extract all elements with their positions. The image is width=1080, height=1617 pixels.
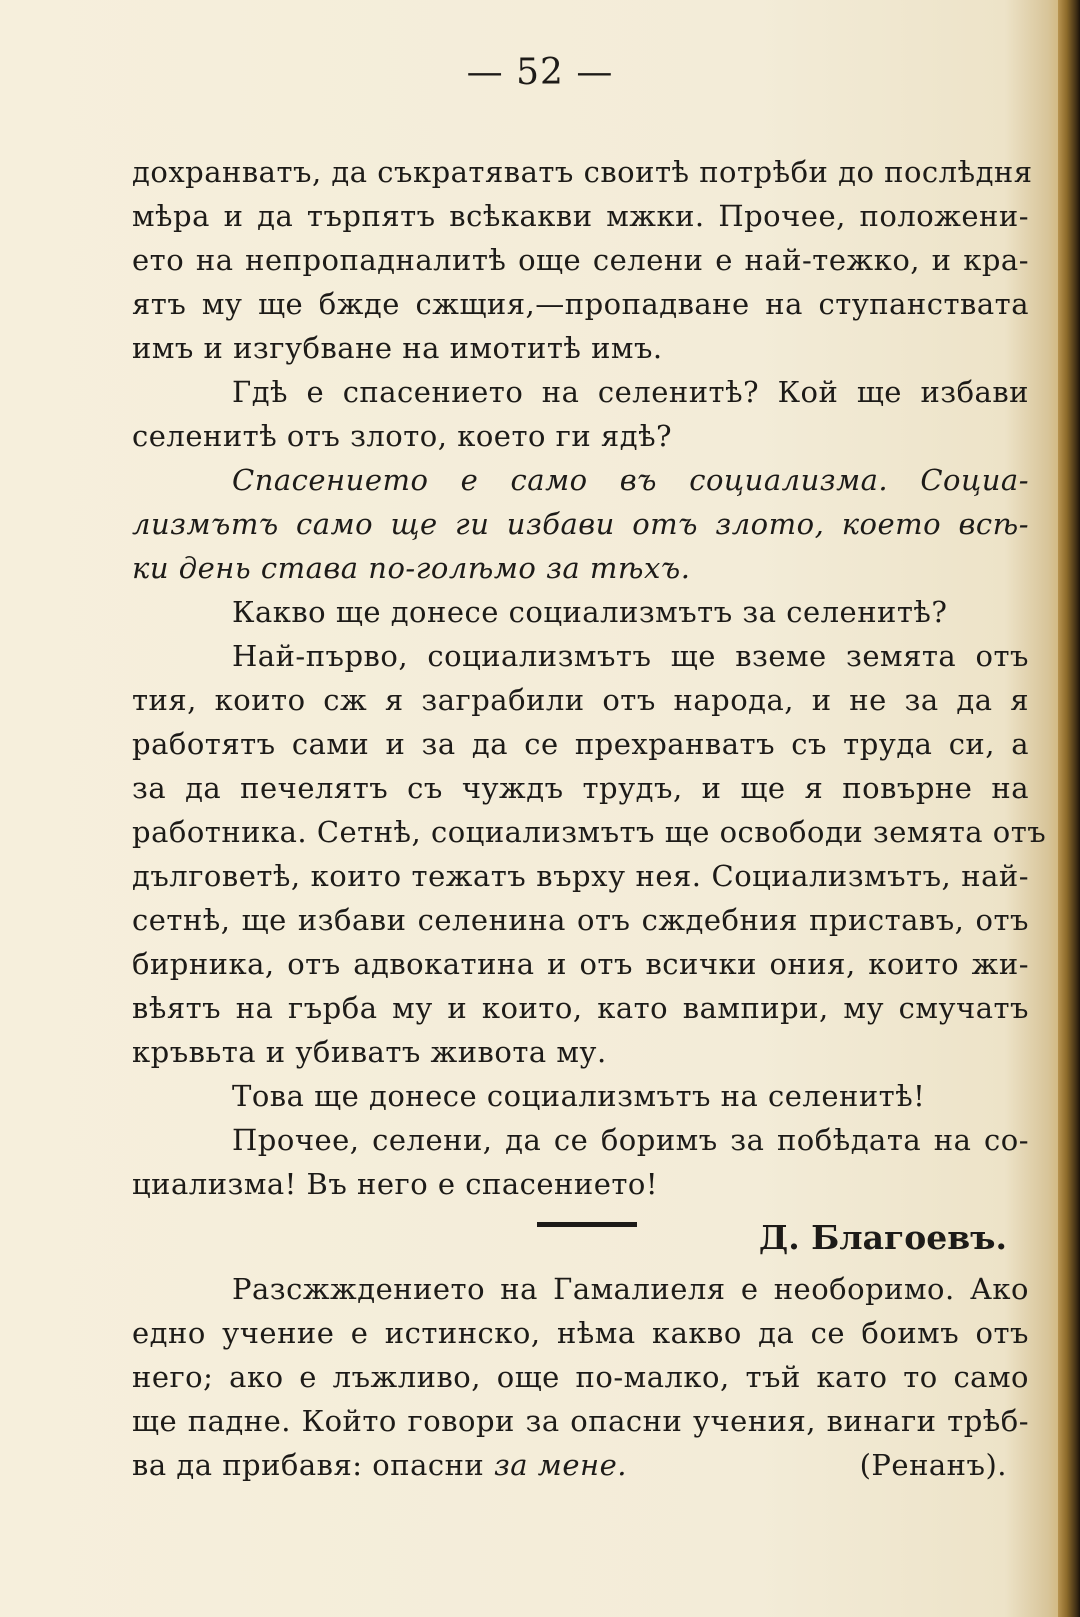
text-line: селенитѣ отъ злото, което ги ядѣ?: [132, 419, 673, 453]
text-line: за да печелятъ съ чуждъ трудъ, и ще я повърне на: [132, 771, 1029, 805]
italic-text-line: ки день става по-голѣмо за тѣхъ.: [132, 551, 691, 585]
text-line: Това ще донесе социализмътъ на селенитѣ!: [232, 1079, 926, 1113]
italic-text-line: Спасението е само въ социализма. Социа-: [232, 463, 1029, 497]
text-line: Гдѣ е спасението на селенитѣ? Кой ще избави: [232, 375, 1029, 409]
quote-attribution: (Ренанъ).: [859, 1448, 1007, 1482]
text-line: мѣра и да търпятъ всѣкакви мжки. Прочее, положени-: [132, 199, 1029, 233]
page-number: — 52 —: [466, 52, 614, 93]
text-line: Разсжждението на Гамалиеля е необоримо. Ако: [232, 1272, 1029, 1306]
text-line: работника. Сетнѣ, социализмътъ ще освободи земята отъ: [132, 815, 1047, 849]
italic-text-line: лизмътъ само ще ги избави отъ злото, което всѣ-: [132, 507, 1029, 541]
text-line: ще падне. Който говори за опасни учения, винаги трѣб-: [132, 1404, 1029, 1438]
text-line: едно учение е истинско, нѣма какво да се боимъ отъ: [132, 1316, 1029, 1350]
text-line: вѣятъ на гърба му и които, като вампири, му смучатъ: [132, 991, 1029, 1025]
text-line: Най-първо, социализмътъ ще вземе земята отъ: [232, 639, 1029, 673]
text-line: дълговетѣ, които тежатъ върху нея. Социализмътъ, най-: [132, 859, 1029, 893]
text-line: работятъ сами и за да се прехранватъ съ труда си, а: [132, 727, 1029, 761]
italic-fragment: за мене.: [493, 1448, 627, 1482]
text-line: циализма! Въ него е спасението!: [132, 1167, 659, 1201]
text-line: [132, 1443, 1029, 1487]
article-body: [132, 150, 1047, 1266]
book-spine-edge: [1058, 0, 1080, 1617]
text-line: имъ и изгубване на имотитѣ имъ.: [132, 331, 663, 365]
section-divider: [537, 1222, 637, 1227]
text-line: дохранватъ, да съкратяватъ своитѣ потрѣби до послѣдня: [132, 155, 1033, 189]
text-line: Какво ще донесе социализмътъ за селенитѣ?: [232, 595, 948, 629]
renan-quote: [132, 1267, 1029, 1487]
text-line: бирника, отъ адвокатина и отъ всички ония, които жи-: [132, 947, 1029, 981]
text-line: тия, които сж я заграбили отъ народа, и не за да я: [132, 683, 1029, 717]
text-line: кръвьта и убиватъ живота му.: [132, 1035, 607, 1069]
text-line: ятъ му ще бжде сжщия,—пропадване на ступанствата: [132, 287, 1029, 321]
author-signature: Д. Благоевъ.: [758, 1218, 1007, 1257]
text-line: ето на непропадналитѣ още селени е най-тежко, и кра-: [132, 243, 1029, 277]
text-fragment: ва да прибавя: опасни: [132, 1448, 485, 1482]
text-line: Прочее, селени, да се боримъ за побѣдата на со-: [232, 1123, 1029, 1157]
text-line: сетнѣ, ще избави селенина отъ сждебния приставъ, отъ: [132, 903, 1029, 937]
text-line: него; ако е лъжливо, още по-малко, тъй като то само: [132, 1360, 1029, 1394]
